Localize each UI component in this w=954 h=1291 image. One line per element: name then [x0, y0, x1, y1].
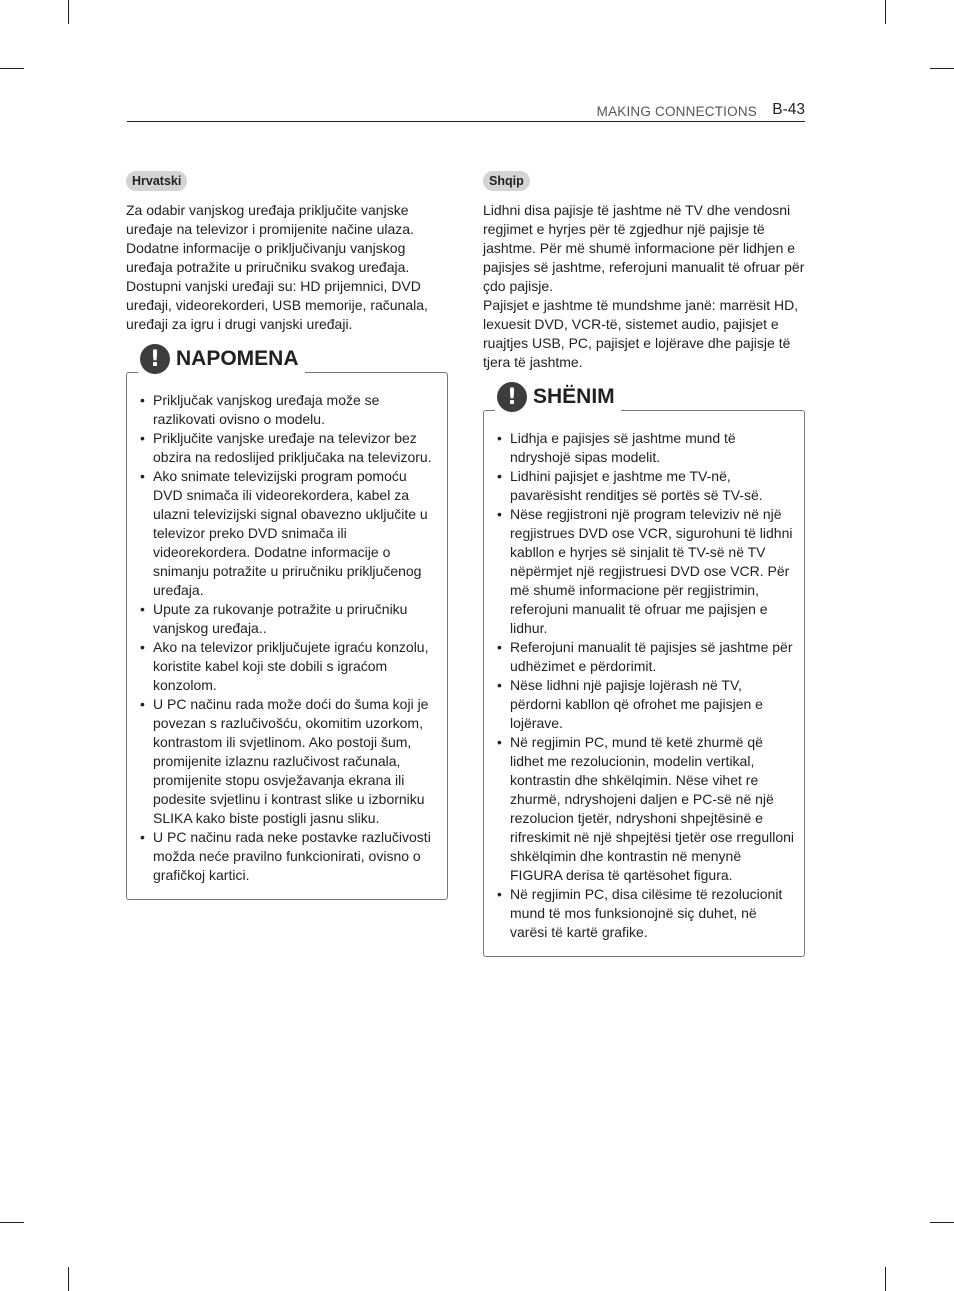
page-number: B-43: [772, 101, 805, 118]
list-item: • Në regjimin PC, mund të ketë zhurmë që lidhet me rezolucionin, modelin vertikal, kontrastin dhe shkëlqimin. Nëse vihet re zhurmë, ndryshojeni daljen e PC-së në një rezolucion tjetër, ndryshoni shpejtësinë e rifreskimit në një shpejtësi tjetër ose rregulloni shkëlqimin dhe kontrastin në menynë FIGURA derisa të qartësohet figura.: [494, 733, 794, 885]
list-item: • Priključak vanjskog uređaja može se razlikovati ovisno o modelu.: [137, 391, 437, 429]
paragraph: Pajisjet e jashtme të mundshme janë: marrësit HD, lexuesit DVD, VCR-të, sistemet audio, pajisjet e ruajtjes USB, PC, pajisjet e lojërave dhe pajisje të tjera të jashtme.: [483, 297, 799, 370]
list-item: • Lidhja e pajisjes së jashtme mund të ndryshojë sipas modelit.: [494, 429, 794, 467]
list-item: • Nëse lidhni një pajisje lojërash në TV, përdorni kabllon që ofrohet me pajisjen e lojërave.: [494, 676, 794, 733]
note-content: [483, 410, 805, 957]
note-title: NAPOMENA: [176, 347, 299, 370]
paragraph: Lidhni disa pajisje të jashtme në TV dhe vendosni regjimet e hyrjes për të zgjedhur një pajisje të jashtme. Për më shumë informacione për lidhjen e pajisjes së jashtme, referojuni manualit të ofruar për çdo pajisje.: [483, 202, 805, 294]
intro-text: [126, 201, 448, 334]
list-item: • Upute za rukovanje potražite u priručniku vanjskog uređaja..: [137, 600, 437, 638]
crop-mark: [68, 0, 69, 24]
exclamation-icon: !: [140, 344, 170, 374]
list-item: • U PC načinu rada neke postavke razlučivosti možda neće pravilno funkcionirati, ovisno o grafičkoj kartici.: [137, 828, 437, 885]
list-item: • U PC načinu rada može doći do šuma koji je povezan s razlučivošću, okomitim uzorkom, kontrastom ili svjetlinom. Ako postoji šum, promijenite izlaznu razlučivost računala, promijenite stopu osvježavanja ekrana ili podesite svjetlinu i kontrast slike u izborniku SLIKA kako biste postigli jasnu sliku.: [137, 695, 437, 828]
list-item: • Ako na televizor priključujete igraću konzolu, koristite kabel koji ste dobili s igraćom konzolom.: [137, 638, 437, 695]
list-item: • Referojuni manualit të pajisjes së jashtme për udhëzimet e përdorimit.: [494, 638, 794, 676]
note-box: [126, 346, 448, 900]
exclamation-icon: !: [497, 382, 527, 412]
crop-mark: [930, 68, 954, 69]
intro-text: [483, 201, 805, 372]
note-list: [137, 391, 437, 885]
page-header: [127, 101, 805, 121]
crop-mark: [0, 1222, 24, 1223]
list-item: • Në regjimin PC, disa cilësime të rezolucionit mund të mos funksionojnë siç duhet, në varësi të kartë grafike.: [494, 885, 794, 942]
paragraph: Za odabir vanjskog uređaja priključite vanjske uređaje na televizor i promijenite načine ulaza. Dodatne informacije o priključivanju vanjskog uređaja potražite u priručniku svakog uređaja.: [126, 202, 414, 275]
note-title: SHËNIM: [533, 385, 615, 408]
crop-mark: [930, 1222, 954, 1223]
crop-mark: [68, 1267, 69, 1291]
note-label: [495, 382, 621, 412]
column-hrvatski: [126, 171, 448, 900]
crop-mark: [0, 68, 24, 69]
list-item: • Lidhini pajisjet e jashtme me TV-në, pavarësisht renditjes së portës së TV-së.: [494, 467, 794, 505]
crop-mark: [885, 0, 886, 24]
list-item: • Ako snimate televizijski program pomoću DVD snimača ili videorekordera, kabel za ulazni televizijski signal obavezno uključite u televizor preko DVD snimača ili videorekordera. Dodatne informacije o snimanju potražite u priručniku priključenog uređaja.: [137, 467, 437, 600]
list-item: • Nëse regjistroni një program televiziv në një regjistrues DVD ose VCR, sigurohuni të lidhni kabllon e hyrjes së sinjalit të TV-së në TV nëpërmjet një regjistruesi DVD ose VCR. Për më shumë informacione për regjistrimin, referojuni manualit të ofruar me pajisjen e lidhur.: [494, 505, 794, 638]
section-title: MAKING CONNECTIONS: [596, 104, 757, 119]
language-tag: Shqip: [483, 171, 530, 191]
column-shqip: [483, 171, 805, 957]
note-content: [126, 372, 448, 900]
crop-mark: [885, 1267, 886, 1291]
header-divider: [127, 121, 805, 122]
note-label: [138, 344, 305, 374]
list-item: • Priključite vanjske uređaje na televizor bez obzira na redoslijed priključaka na televizoru.: [137, 429, 437, 467]
language-tag: Hrvatski: [126, 171, 187, 191]
paragraph: Dostupni vanjski uređaji su: HD prijemnici, DVD uređaji, videorekorderi, USB memorije, računala, uređaji za igru i drugi vanjski uređaji.: [126, 278, 428, 332]
note-list: [494, 429, 794, 942]
note-box: [483, 384, 805, 957]
